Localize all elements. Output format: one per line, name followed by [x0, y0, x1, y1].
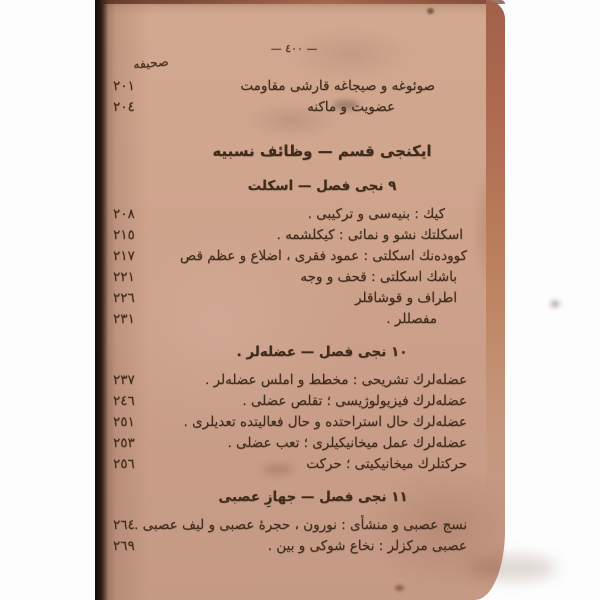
- entry-page-number: ٢٠١: [113, 78, 135, 94]
- ink-spot: [550, 300, 560, 308]
- toc-entry: [109, 454, 479, 475]
- entry-page-number: ٢٥٣: [113, 435, 135, 451]
- entry-text: نسج عصبى و منشأى : نورون ، حجرهٔ عصبى و ليف عصبى .: [134, 517, 467, 533]
- toc-entry: [109, 246, 479, 267]
- binding-shadow: [95, 0, 108, 600]
- page-content: [109, 0, 479, 600]
- toc-entry: [109, 97, 479, 118]
- toc-entry: [109, 309, 479, 330]
- part-heading: [109, 138, 479, 164]
- toc-entry: [109, 536, 479, 557]
- toc-entry: [109, 267, 479, 288]
- entry-text: كووده‌نك اسكلتى : عمود فقرى ، اضلاع و عظم قص: [179, 248, 467, 264]
- page-fore-edge: [486, 0, 505, 600]
- folio-number: — ٤٠٠ —: [270, 42, 318, 55]
- entry-text: عضله‌لرك تشريحى : مخطط و املس عضله‌لر .: [204, 372, 467, 388]
- entry-text: صوئوغه و صيجاغه قارشى مقاومت: [240, 78, 435, 94]
- book-page: [95, 0, 505, 600]
- toc-entry: [109, 433, 479, 454]
- toc-entry: [109, 225, 479, 246]
- entry-text: عضله‌لرك فيزيولوژيسى ؛ تقلص عضلى .: [242, 393, 467, 409]
- chapter-heading: [109, 485, 479, 509]
- entry-page-number: ٢٢١: [113, 269, 135, 285]
- toc-entry: [109, 412, 479, 433]
- entry-page-number: ٢٣١: [113, 311, 135, 327]
- entry-text: ٩ نجى فصل — اسكلت: [247, 178, 397, 194]
- toc-entry: [109, 391, 479, 412]
- entry-page-number: ٢٦٩: [113, 538, 135, 554]
- entry-text: باشك اسكلتى : قحف و وجه: [300, 269, 457, 285]
- entry-text: حركتلرك ميخانيكيتى ؛ حركت: [306, 456, 467, 472]
- entry-page-number: ٢٥٦: [113, 456, 135, 472]
- entry-text: مفصللر .: [386, 311, 437, 327]
- entry-text: عضويت و ماكنه: [307, 99, 395, 115]
- entry-text: اطراف و قوشاقلر: [354, 290, 457, 306]
- toc-list: [109, 76, 479, 557]
- toc-entry: [109, 76, 479, 97]
- entry-page-number: ٢٤٦: [113, 393, 135, 409]
- toc-entry: [109, 515, 479, 536]
- entry-page-number: ٢٣٧: [113, 372, 135, 388]
- entry-page-number: ٢١٧: [113, 248, 135, 264]
- entry-page-number: ٢٠٤: [113, 99, 135, 115]
- entry-text: ١٠ نجى فصل — عضله‌لر .: [236, 344, 408, 360]
- chapter-heading: [109, 174, 479, 198]
- entry-page-number: ٢٢٦: [113, 290, 135, 306]
- entry-text: ايكنجى قسم — وظائف نسبيه: [212, 142, 432, 160]
- entry-text: عضله‌لرك حال استراحتده و حال فعاليتده تعديلرى .: [183, 414, 467, 430]
- entry-text: اسكلتك نشو و نمائى : كيكلشمه .: [276, 227, 463, 243]
- entry-text: ١١ نجى فصل — جهازِ عصبى: [218, 489, 408, 505]
- entry-text: كيك : بنيه‌سى و تركيبى .: [307, 206, 445, 222]
- entry-page-number: ٢٠٨: [113, 206, 135, 222]
- toc-entry: [109, 288, 479, 309]
- entry-page-number: ٢٥١: [113, 414, 135, 430]
- chapter-heading: [109, 340, 479, 364]
- entry-text: عصبى مركزلر : نخاع شوكى و بين .: [267, 538, 467, 554]
- entry-page-number: ٢٦٤: [113, 517, 135, 533]
- toc-entry: [109, 370, 479, 391]
- entry-text: عضله‌لرك عمل ميخانيكيلرى ؛ تعب عضلى .: [227, 435, 467, 451]
- toc-entry: [109, 204, 479, 225]
- page-number-column-header: صحيفه: [132, 53, 170, 72]
- paper-stain: [467, 555, 557, 581]
- entry-page-number: ٢١٥: [113, 227, 135, 243]
